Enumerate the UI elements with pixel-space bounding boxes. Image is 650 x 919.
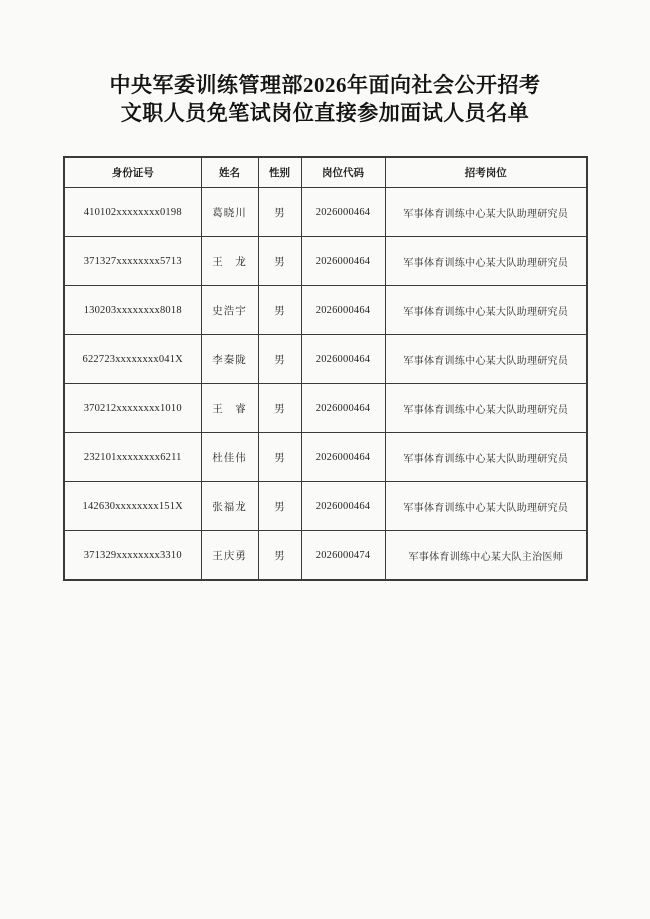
cell-recruit-position: 军事体育训练中心某大队助理研究员 — [385, 237, 587, 286]
cell-gender: 男 — [258, 286, 301, 335]
cell-recruit-position: 军事体育训练中心某大队助理研究员 — [385, 384, 587, 433]
cell-name: 葛晓川 — [201, 188, 258, 237]
table-row — [64, 237, 587, 286]
cell-recruit-position: 军事体育训练中心某大队助理研究员 — [385, 188, 587, 237]
personnel-table — [63, 156, 588, 581]
cell-name: 张福龙 — [201, 482, 258, 531]
cell-name: 李秦陇 — [201, 335, 258, 384]
cell-position-code: 2026000464 — [301, 335, 385, 384]
document-title-line1: 中央军委训练管理部2026年面向社会公开招考 — [109, 73, 541, 97]
cell-position-code: 2026000464 — [301, 482, 385, 531]
cell-gender: 男 — [258, 188, 301, 237]
cell-recruit-position: 军事体育训练中心某大队助理研究员 — [385, 482, 587, 531]
cell-name: 杜佳伟 — [201, 433, 258, 482]
header-gender: 性别 — [258, 157, 301, 188]
table-header-row — [64, 157, 587, 188]
cell-gender: 男 — [258, 433, 301, 482]
table-row — [64, 188, 587, 237]
table-row — [64, 482, 587, 531]
cell-position-code: 2026000464 — [301, 188, 385, 237]
cell-gender: 男 — [258, 531, 301, 581]
cell-id-number: 130203xxxxxxxx8018 — [64, 286, 201, 335]
cell-name: 王庆勇 — [201, 531, 258, 581]
document-title-line2: 文职人员免笔试岗位直接参加面试人员名单 — [120, 101, 530, 125]
cell-name: 王 龙 — [201, 237, 258, 286]
cell-name: 王 睿 — [201, 384, 258, 433]
cell-position-code: 2026000464 — [301, 286, 385, 335]
cell-id-number: 410102xxxxxxxx0198 — [64, 188, 201, 237]
cell-name: 史浩宇 — [201, 286, 258, 335]
cell-id-number: 622723xxxxxxxx041X — [64, 335, 201, 384]
cell-id-number: 232101xxxxxxxx6211 — [64, 433, 201, 482]
cell-id-number: 370212xxxxxxxx1010 — [64, 384, 201, 433]
table-row — [64, 384, 587, 433]
cell-gender: 男 — [258, 384, 301, 433]
cell-position-code: 2026000464 — [301, 384, 385, 433]
cell-position-code: 2026000474 — [301, 531, 385, 581]
header-position-code: 岗位代码 — [301, 157, 385, 188]
header-id-number: 身份证号 — [64, 157, 201, 188]
table-row — [64, 531, 587, 581]
cell-recruit-position: 军事体育训练中心某大队助理研究员 — [385, 286, 587, 335]
table-row — [64, 286, 587, 335]
cell-position-code: 2026000464 — [301, 237, 385, 286]
cell-gender: 男 — [258, 335, 301, 384]
cell-gender: 男 — [258, 237, 301, 286]
cell-id-number: 371329xxxxxxxx3310 — [64, 531, 201, 581]
header-name: 姓名 — [201, 157, 258, 188]
cell-recruit-position: 军事体育训练中心某大队主治医师 — [385, 531, 587, 581]
cell-gender: 男 — [258, 482, 301, 531]
table-row — [64, 335, 587, 384]
header-recruit-position: 招考岗位 — [385, 157, 587, 188]
cell-position-code: 2026000464 — [301, 433, 385, 482]
cell-recruit-position: 军事体育训练中心某大队助理研究员 — [385, 335, 587, 384]
cell-id-number: 371327xxxxxxxx5713 — [64, 237, 201, 286]
cell-id-number: 142630xxxxxxxx151X — [64, 482, 201, 531]
document-title — [0, 71, 650, 127]
table-row — [64, 433, 587, 482]
cell-recruit-position: 军事体育训练中心某大队助理研究员 — [385, 433, 587, 482]
